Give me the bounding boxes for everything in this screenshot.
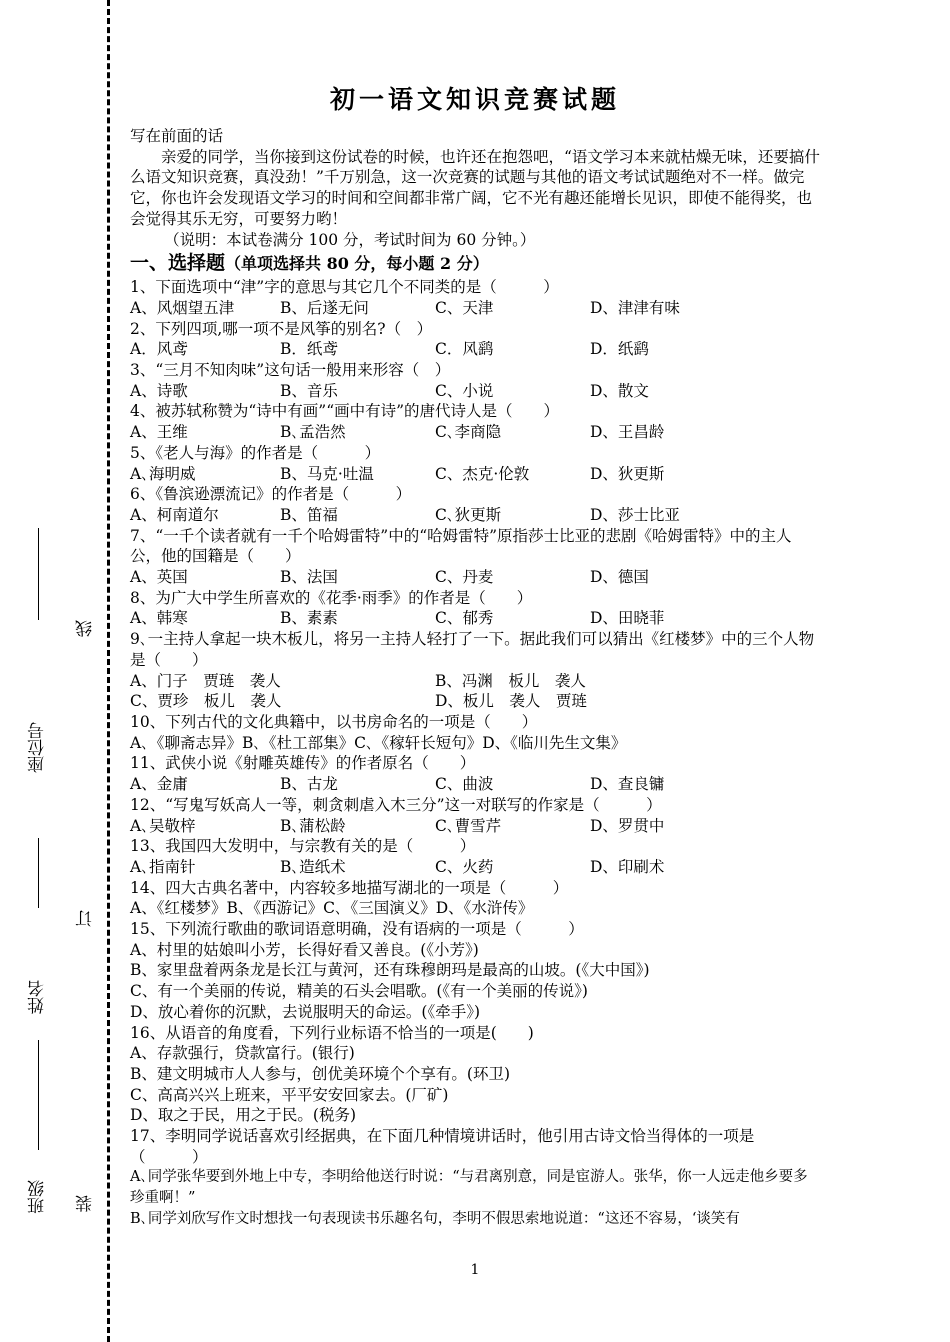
seat-blank-line [38, 528, 39, 620]
option-c[interactable]: C、火药 [435, 857, 494, 876]
option-d[interactable]: D、莎士比亚 [590, 505, 680, 524]
option-d[interactable]: D、罗贯中 [590, 816, 665, 835]
option-row [130, 505, 822, 526]
option-d[interactable]: D、放心着你的沉默，去说服明天的命运。(《牵手》) [130, 1002, 481, 1021]
margin-label-bind: 订 [76, 910, 96, 927]
page-title: 初一语文知识竞赛试题 [329, 85, 620, 114]
section-title: 一、选择题 [130, 252, 226, 275]
option-b[interactable]: B．纸鸢 [280, 340, 338, 359]
option-d[interactable]: D、查良镛 [590, 775, 665, 794]
option-a[interactable]: A､同学张华要到外地上中专，李明给他送行时说：“与君离别意，同是宦游人。张华，你一人远走他乡要多珍重啊！” [130, 1169, 808, 1207]
option-b[interactable]: B、家里盘着两条龙是长江与黄河，还有珠穆朗玛是最高的山坡。(《大中国》) [130, 961, 650, 980]
option-d[interactable]: D、德国 [590, 568, 649, 587]
option-c[interactable]: C､狄更斯 [435, 505, 502, 524]
option-b[interactable]: B､同学刘欣写作文时想找一句表现读书乐趣名句，李明不假思索地说道：“这还不容易，‘谈笑有 [130, 1210, 740, 1227]
option-d[interactable]: D、田晓菲 [590, 609, 665, 628]
option-b[interactable]: B､孟浩然 [280, 423, 346, 442]
option-a[interactable]: A、门子 贾琏 袭人 [130, 671, 281, 690]
margin-label-mount: 装 [76, 1195, 96, 1212]
option-row [130, 816, 822, 837]
option-a[interactable]: A、金庸 [130, 775, 188, 794]
option-c[interactable]: C､李商隐 [435, 423, 502, 442]
option-d[interactable]: D、狄更斯 [590, 464, 665, 483]
option-d[interactable]: D、印刷术 [590, 857, 665, 876]
question-stem: 7、“一千个读者就有一千个哈姆雷特”中的“哈姆雷特”原指莎士比亚的悲剧《哈姆雷特》中的主人公，他的国籍是（ ） [130, 526, 792, 566]
option-a[interactable]: A、存款强行，贷款富行。(银行) [130, 1044, 355, 1063]
question-stem: 1、下面选项中“津”字的意思与其它几个不同类的是（ ） [130, 278, 559, 297]
question-stem: 11、武侠小说《射雕英雄传》的作者原名（ ） [130, 754, 476, 773]
binding-dashed-line [107, 0, 110, 1342]
option-row [130, 857, 822, 878]
option-a[interactable]: A、韩寒 [130, 609, 188, 628]
intro-paragraph: 亲爱的同学，当你接到这份试卷的时候，也许还在抱怨吧，“语文学习本来就枯燥无味，还要搞什么语文知识竞赛，真没劲！”千万别急，这一次竞赛的试题与其他的语文考试试题绝对不一样。做完它，你也许会发现语文学习的时间和空间都非常广阔，它不光有趣还能增长见识，即使不能得奖，也会觉得其乐无穷，可要努力哟！ [130, 147, 820, 228]
option-a[interactable]: A、《红楼梦》B、《西游记》C､《三国演义》D、《水浒传》 [130, 899, 534, 918]
option-c[interactable]: C、曲波 [435, 775, 494, 794]
option-b[interactable]: B､造纸术 [280, 857, 346, 876]
question-stem: 9､一主持人拿起一块木板儿，将另一主持人轻打了一下。据此我们可以猜出《红楼梦》中的三个人物是（ ） [130, 630, 815, 669]
option-c[interactable]: C、小说 [435, 381, 494, 400]
option-row [130, 608, 822, 629]
option-a[interactable]: A．风鸢 [130, 340, 188, 359]
option-d[interactable]: D、散文 [590, 381, 649, 400]
question-stem: 16、从语音的角度看，下列行业标语不恰当的一项是( ) [130, 1023, 534, 1042]
option-c[interactable]: C、丹麦 [435, 568, 494, 587]
option-b[interactable]: B、冯渊 板儿 袭人 [435, 671, 586, 690]
question-stem: 6、《鲁滨逊漂流记》的作者是（ ） [130, 485, 412, 504]
option-c[interactable]: C、天津 [435, 298, 494, 317]
option-row [130, 339, 822, 360]
option-row [130, 898, 822, 919]
option-b[interactable]: B、建文明城市人人参与，创优美环境个个享有。(环卫) [130, 1064, 510, 1083]
option-d[interactable]: D、取之于民，用之于民。(税务) [130, 1106, 357, 1125]
option-row [130, 381, 822, 402]
question-stem: 13、我国四大发明中，与宗教有关的是（ ） [130, 837, 476, 856]
question-stem: 2、下列四项,哪一项不是风筝的别名?（ ） [130, 319, 433, 338]
option-d[interactable]: D、王昌龄 [590, 423, 665, 442]
option-d[interactable]: D．纸鹞 [590, 340, 649, 359]
option-a[interactable]: A、村里的姑娘叫小芳，长得好看又善良。(《小芳》) [130, 940, 479, 959]
option-row [130, 774, 822, 795]
option-row [130, 298, 822, 319]
option-b[interactable]: B、笛福 [280, 505, 338, 524]
option-b[interactable]: B、音乐 [280, 381, 338, 400]
option-c[interactable]: C．风鹞 [435, 340, 494, 359]
option-row [130, 422, 822, 443]
option-b[interactable]: B､蒲松龄 [280, 816, 346, 835]
exam-content [130, 126, 822, 1230]
question-stem: 5、《老人与海》的作者是（ ） [130, 443, 381, 462]
option-a[interactable]: A、英国 [130, 568, 188, 587]
question-stem: 12、“写鬼写妖高人一等，刺贪刺虐入木三分”这一对联写的作家是（ ） [130, 795, 662, 814]
option-d[interactable]: D、津津有味 [590, 298, 680, 317]
question-stem: 15、下列流行歌曲的歌词语意明确，没有语病的一项是（ ） [130, 920, 584, 939]
option-c[interactable]: C、贾珍 板儿 袭人 [130, 692, 282, 711]
margin-label-class: 班级 [28, 1180, 48, 1214]
page-number: 1 [470, 1262, 480, 1278]
question-stem: 4、被苏轼称赞为“诗中有画”“画中有诗”的唐代诗人是（ ） [130, 402, 560, 421]
option-a[interactable]: A､吴敬梓 [130, 816, 196, 835]
option-a[interactable]: A､海明威 [130, 464, 196, 483]
option-a[interactable]: A､指南针 [130, 857, 196, 876]
margin-label-name: 姓名 [28, 980, 48, 1014]
option-b[interactable]: B、古龙 [280, 775, 338, 794]
option-a[interactable]: A、王维 [130, 423, 188, 442]
margin-label-line: 线 [76, 620, 96, 637]
exam-note: （说明：本试卷满分 100 分，考试时间为 60 分钟。） [164, 230, 536, 249]
option-c[interactable]: C、郁秀 [435, 609, 494, 628]
option-b[interactable]: B、马克·吐温 [280, 464, 374, 483]
question-stem: 14、四大古典名著中，内容较多地描写湖北的一项是（ ） [130, 878, 569, 897]
option-b[interactable]: B、后遂无问 [280, 298, 369, 317]
option-a[interactable]: A、诗歌 [130, 381, 188, 400]
intro-heading: 写在前面的话 [130, 127, 224, 145]
margin-label-seat: 座位号 [28, 722, 48, 773]
question-stem: 8、为广大中学生所喜欢的《花季·雨季》的作者是（ ） [130, 588, 533, 607]
option-row [130, 733, 822, 754]
option-c[interactable]: C、高高兴兴上班来，平平安安回家去。(厂矿) [130, 1085, 449, 1104]
option-row [130, 671, 822, 692]
option-b[interactable]: B、法国 [280, 568, 338, 587]
option-c[interactable]: C､曹雪芹 [435, 816, 502, 835]
option-b[interactable]: B、素素 [280, 609, 338, 628]
option-row [130, 567, 822, 588]
question-stem: 3、“三月不知肉味”这句话一般用来形容（ ） [130, 361, 451, 380]
name-blank-line-top [38, 838, 39, 908]
question-list [130, 277, 822, 1229]
option-c[interactable]: C、有一个美丽的传说，精美的石头会唱歌。(《有一个美丽的传说》) [130, 982, 588, 1001]
question-stem: 10、下列古代的文化典籍中，以书房命名的一项是（ ） [130, 712, 538, 731]
section-subtitle: （单项选择共 80 分，每小题 2 分） [225, 254, 489, 274]
option-c[interactable]: C、杰克·伦敦 [435, 464, 530, 483]
section-heading [130, 250, 822, 277]
option-a[interactable]: A､《聊斋志异》B､《杜工部集》C､《稼轩长短句》D、《临川先生文集》 [130, 733, 627, 752]
question-stem: 17、李明同学说话喜欢引经据典，在下面几种情境讲话时，他引用古诗文恰当得体的一项是（ ） [130, 1127, 755, 1166]
option-row [130, 691, 822, 712]
option-d[interactable]: D、板儿 袭人 贾琏 [435, 692, 587, 711]
class-blank-line [38, 1040, 39, 1150]
option-row [130, 464, 822, 485]
option-a[interactable]: A、柯南道尔 [130, 505, 219, 524]
option-a[interactable]: A、风烟望五津 [130, 298, 235, 317]
